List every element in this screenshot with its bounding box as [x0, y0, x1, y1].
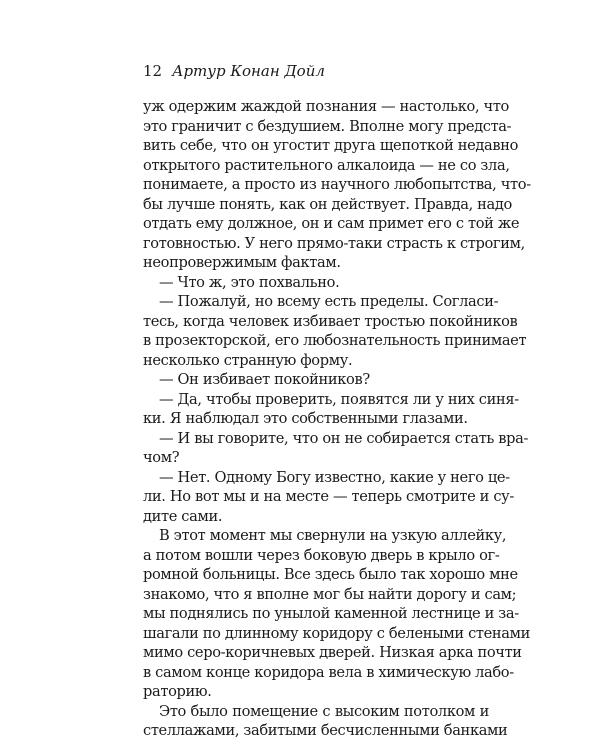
text-line: чом?	[143, 449, 180, 466]
text-line: — Он избивает покойников?	[159, 371, 370, 388]
text-line: — И вы говорите, что он не собирается стать вра-	[159, 429, 529, 447]
body-text	[143, 97, 531, 741]
text-line: знакомо, что я вполне мог бы найти дорогу и сам;	[143, 585, 517, 603]
text-line: отдать ему должное, он и сам примет его с той же	[143, 215, 520, 232]
text-line: дите сами.	[143, 507, 223, 525]
text-line: несколько странную форму.	[143, 351, 353, 369]
text-line: в прозекторской, его любознательность принимает	[143, 332, 527, 349]
text-line: — Нет. Одному Богу известно, какие у него це-	[159, 468, 510, 486]
text-line: неопровержимым фактам.	[143, 254, 341, 271]
text-line: В этот момент мы свернули на узкую аллейку,	[159, 527, 507, 544]
text-line: бы лучше понять, как он действует. Правда, надо	[143, 195, 512, 213]
text-line: вить себе, что он угостит друга щепоткой недавно	[143, 137, 519, 154]
text-line: ки. Я наблюдал это собственными глазами.	[143, 410, 468, 427]
text-line: в самом конце коридора вела в химическую лабо-	[143, 663, 514, 681]
text-line: ромной больницы. Все здесь было так хорошо мне	[143, 566, 518, 583]
text-line: стеллажами, забитыми бесчисленными банками	[143, 722, 508, 739]
running-head	[143, 62, 325, 80]
text-line: — Пожалуй, но всему есть пределы. Согласи-	[159, 293, 499, 310]
text-line: уж одержим жаждой познания — настолько, что	[143, 98, 509, 115]
text-line: мы поднялись по унылой каменной лестнице и за-	[143, 605, 519, 622]
text-line: шагали по длинному коридору с белеными стенами	[143, 624, 531, 642]
text-line: открытого растительного алкалоида — не со зла,	[143, 156, 510, 174]
text-line: а потом вошли через боковую дверь в крыло ог-	[143, 546, 500, 564]
text-line: понимаете, а просто из научного любопытства, что-	[143, 176, 531, 193]
text-line: мимо серо-коричневых дверей. Низкая арка почти	[143, 644, 522, 661]
text-line: — Что ж, это похвально.	[159, 273, 340, 291]
text-line: раторию.	[143, 683, 212, 700]
text-line: готовностью. У него прямо-таки страсть к строгим,	[143, 234, 525, 252]
text-line: это граничит с бездушием. Вполне могу предста-	[143, 117, 512, 135]
author-name: Артур Конан Дойл	[172, 62, 325, 80]
text-line: — Да, чтобы проверить, появятся ли у них синя-	[159, 390, 519, 408]
text-line: ли. Но вот мы и на месте — теперь смотрите и су-	[143, 488, 514, 505]
page-number: 12	[143, 62, 163, 80]
text-line: Это было помещение с высоким потолком и	[159, 702, 489, 720]
text-line: тесь, когда человек избивает тростью покойников	[143, 312, 518, 330]
